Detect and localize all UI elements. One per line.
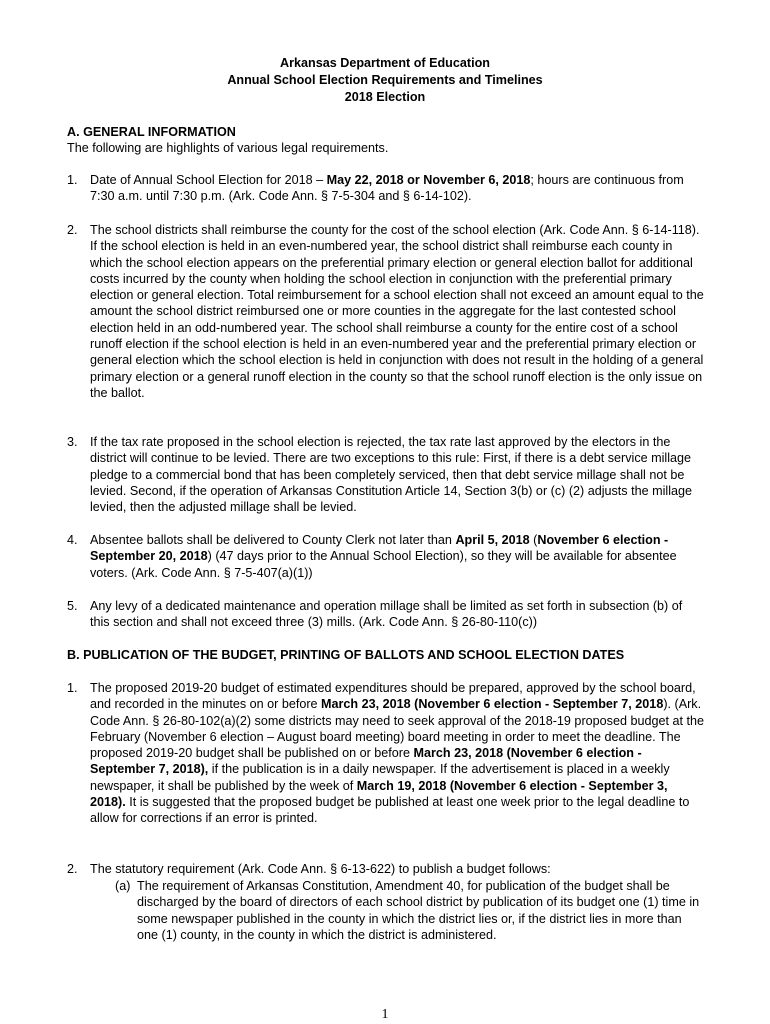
- item-b2a-text: The requirement of Arkansas Constitution, Amendment 40, for publication of the budget shall be discharged by the board of directors of each school district by publication of its budget one (1) time in some newspaper published in the county in which the district lies or, if the district lies in more than one (1) county, in the county in which the district is administered.: [137, 879, 700, 942]
- item-a2-number: 2.: [67, 223, 78, 237]
- item-b1-text: The proposed 2019-20 budget of estimated expenditures should be prepared, approved by the school board, and recorded in the minutes on or before March 23, 2018 (November 6 election - September 7, 2018). (Ark. Code Ann. § 26-80-102(a)(2) some districts may need to seek approval of the 2018-19 proposed budget at the February (November 6 election – August board meeting) board meeting in order to meet the deadline. The proposed 2019-20 budget shall be published on or before March 23, 2018 (November 6 election - September 7, 2018), if the publication is in a daily newspaper. If the advertisement is placed in a weekly newspaper, it shall be published by the week of March 19, 2018 (November 6 election - September 3, 2018). It is suggested that the proposed budget be published at least one week prior to the legal deadline to allow for corrections if an error is printed.: [90, 681, 704, 826]
- item-b2a-label: (a): [115, 879, 131, 893]
- doc-title-year: 2018 Election: [344, 90, 426, 104]
- item-b1-number: 1.: [67, 681, 78, 695]
- item-a3-number: 3.: [67, 435, 78, 449]
- item-a2-text: The school districts shall reimburse the county for the cost of the school election (Ark. Code Ann. § 6-14-118). If the school election is held in an even-numbered year, the school district shall reimburse each county in which the school election appears on the preferential primary election or general election ballot for additional costs incurred by the county when holding the school election in conjunction with the preferential primary election or general election. Total reimbursement for a school election shall not exceed an amount equal to the amount the school district reimbursed one or more counties in the aggregate for the last contested school election held in an odd-numbered year. The school shall reimburse a county for the entire cost of a school runoff election if the school election is held in an even-numbered year and the preferential primary election or general election which the school election is held in conjunction with does not result in the holding of a general primary election or a general runoff election in the county so that the school runoff election is the only issue on the ballot.: [90, 223, 704, 400]
- doc-title-subject: Annual School Election Requirements and Timelines: [227, 73, 543, 87]
- item-b2-text: The statutory requirement (Ark. Code Ann. § 6-13-622) to publish a budget follows:: [90, 862, 551, 876]
- section-a-heading: A. GENERAL INFORMATION: [67, 125, 236, 139]
- item-a4-number: 4.: [67, 533, 78, 547]
- item-a1-text: Date of Annual School Election for 2018 – May 22, 2018 or November 6, 2018; hours are continuous from 7:30 a.m. until 7:30 p.m. (Ark. Code Ann. § 7-5-304 and § 6-14-102).: [90, 173, 684, 204]
- item-a4-text: Absentee ballots shall be delivered to County Clerk not later than April 5, 2018 (November 6 election - September 20, 2018) (47 days prior to the Annual School Election), so they will be available for absentee voters. (Ark. Code Ann. § 7-5-407(a)(1)): [90, 533, 677, 580]
- section-a-intro: The following are highlights of various legal requirements.: [67, 141, 389, 155]
- item-a3-text: If the tax rate proposed in the school election is rejected, the tax rate last approved by the electors in the district will continue to be levied. There are two exceptions to this rule: First, if there is a debt service millage pledge to a commercial bond that has been completely serviced, then that debt service millage shall not be levied. Second, if the operation of Arkansas Constitution Article 14, Section 3(b) or (c) (2) adjusts the millage levied, then the adjusted millage shall be levied.: [90, 435, 693, 515]
- item-b2-number: 2.: [67, 862, 78, 876]
- item-a5-number: 5.: [67, 599, 78, 613]
- page-number: 1: [381, 1007, 389, 1022]
- item-a1-number: 1.: [67, 173, 78, 187]
- section-b-heading: B. PUBLICATION OF THE BUDGET, PRINTING OF BALLOTS AND SCHOOL ELECTION DATES: [67, 648, 625, 662]
- doc-title-agency: Arkansas Department of Education: [280, 56, 490, 70]
- item-a5-text: Any levy of a dedicated maintenance and operation millage shall be limited as set forth in subsection (b) of this section and shall not exceed three (3) mills. (Ark. Code Ann. § 26-80-110(c)): [90, 599, 683, 630]
